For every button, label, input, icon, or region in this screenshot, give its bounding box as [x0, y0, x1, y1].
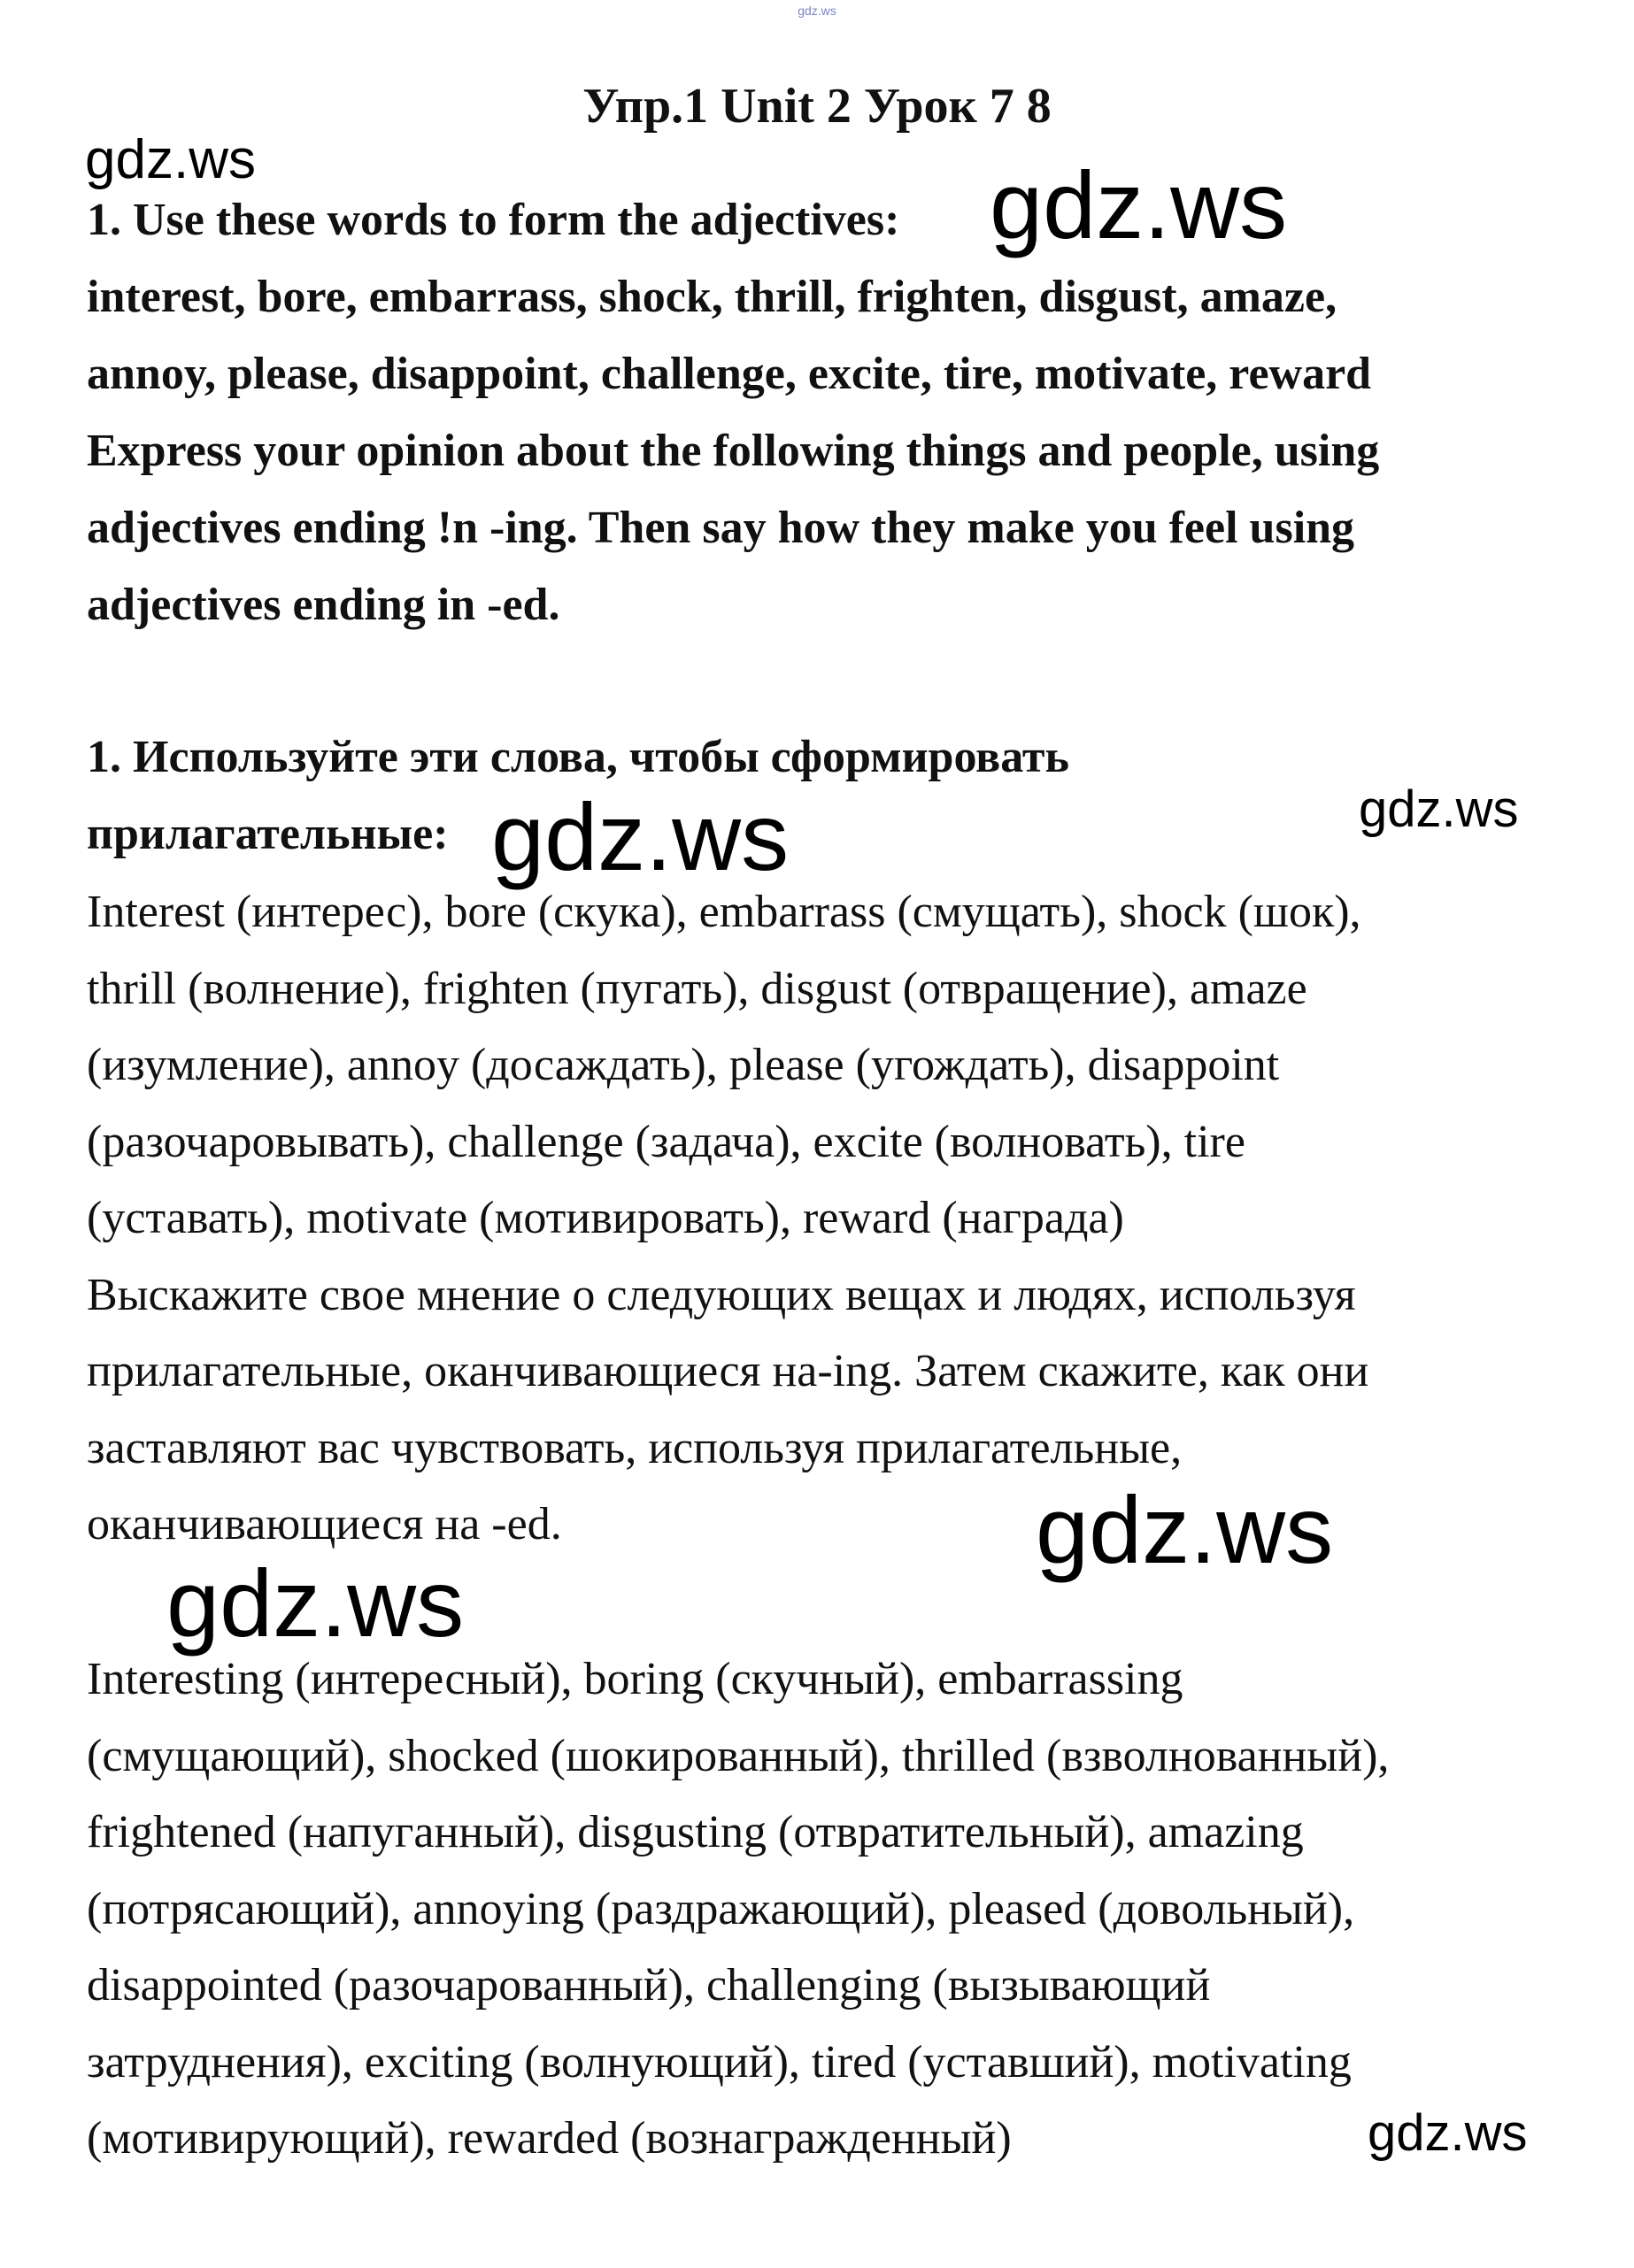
task-english-line: annoy, please, disappoint, challenge, excite, tire, motivate, reward [87, 349, 1372, 399]
translation-line: (изумление), annoy (досаждать), please (угождать), disappoint [87, 1040, 1280, 1090]
watermark: gdz.ws [1036, 1476, 1334, 1583]
translation-line: прилагательные, оканчивающиеся на-ing. Затем скажите, как они [87, 1346, 1369, 1396]
answer-line: (потрясающий), annoying (раздражающий), pleased (довольный), [87, 1883, 1355, 1934]
translation-line: заставляют вас чувствовать, используя прилагательные, [87, 1422, 1183, 1473]
task-english-line: Express your opinion about the following things and people, using [87, 426, 1380, 476]
task-english-line: 1. Use these words to form the adjectives: [87, 195, 900, 245]
answer-line: Interesting (интересный), boring (скучный), embarrassing [87, 1654, 1183, 1704]
task-english-line: interest, bore, embarrass, shock, thrill, frighten, disgust, amaze, [87, 272, 1337, 322]
task-russian-translation [87, 874, 1574, 1564]
watermark: gdz.ws [990, 151, 1288, 258]
page-title: Упр.1 Unit 2 Урок 7 8 [582, 79, 1052, 134]
translation-line: (разочаровывать), challenge (задача), excite (волновать), tire [87, 1116, 1245, 1167]
answer-line: (смущающий), shocked (шокированный), thrilled (взволнованный), [87, 1730, 1390, 1781]
translation-line: thrill (волнение), frighten (пугать), disgust (отвращение), amaze [87, 963, 1307, 1014]
task-russian-heading-line: прилагательные: [87, 809, 449, 859]
translation-line: Выскажите свое мнение о следующих вещах и людях, используя [87, 1269, 1356, 1320]
watermark: gdz.ws [166, 1549, 465, 1657]
watermark: gdz.ws [491, 783, 790, 890]
answer-text [87, 1641, 1574, 2178]
translation-line: оканчивающиеся на -ed. [87, 1499, 562, 1549]
task-english-line: adjectives ending !n -ing. Then say how they make you feel using [87, 503, 1355, 553]
translation-line: (уставать), motivate (мотивировать), reward (награда) [87, 1193, 1124, 1243]
answer-line: frightened (напуганный), disgusting (отвратительный), amazing [87, 1807, 1304, 1857]
task-english [87, 181, 1574, 643]
watermark: gdz.ws [85, 129, 256, 190]
translation-line: Interest (интерес), bore (скука), embarrass (смущать), shock (шок), [87, 887, 1361, 937]
task-russian-heading [87, 719, 1574, 873]
answer-line: (мотивирующий), rewarded (вознагражденный) [87, 2113, 1012, 2164]
task-russian-heading-line: 1. Используйте эти слова, чтобы сформировать [87, 732, 1069, 782]
answer-line: disappointed (разочарованный), challenging (вызывающий [87, 1960, 1211, 2010]
answer-line: затруднения), exciting (волнующий), tired (уставший), motivating [87, 2036, 1352, 2087]
watermark: gdz.ws [1368, 2104, 1528, 2162]
watermark: gdz.ws [1359, 780, 1519, 838]
header-mark: gdz.ws [798, 4, 836, 18]
task-english-line: adjectives ending in -ed. [87, 580, 560, 630]
